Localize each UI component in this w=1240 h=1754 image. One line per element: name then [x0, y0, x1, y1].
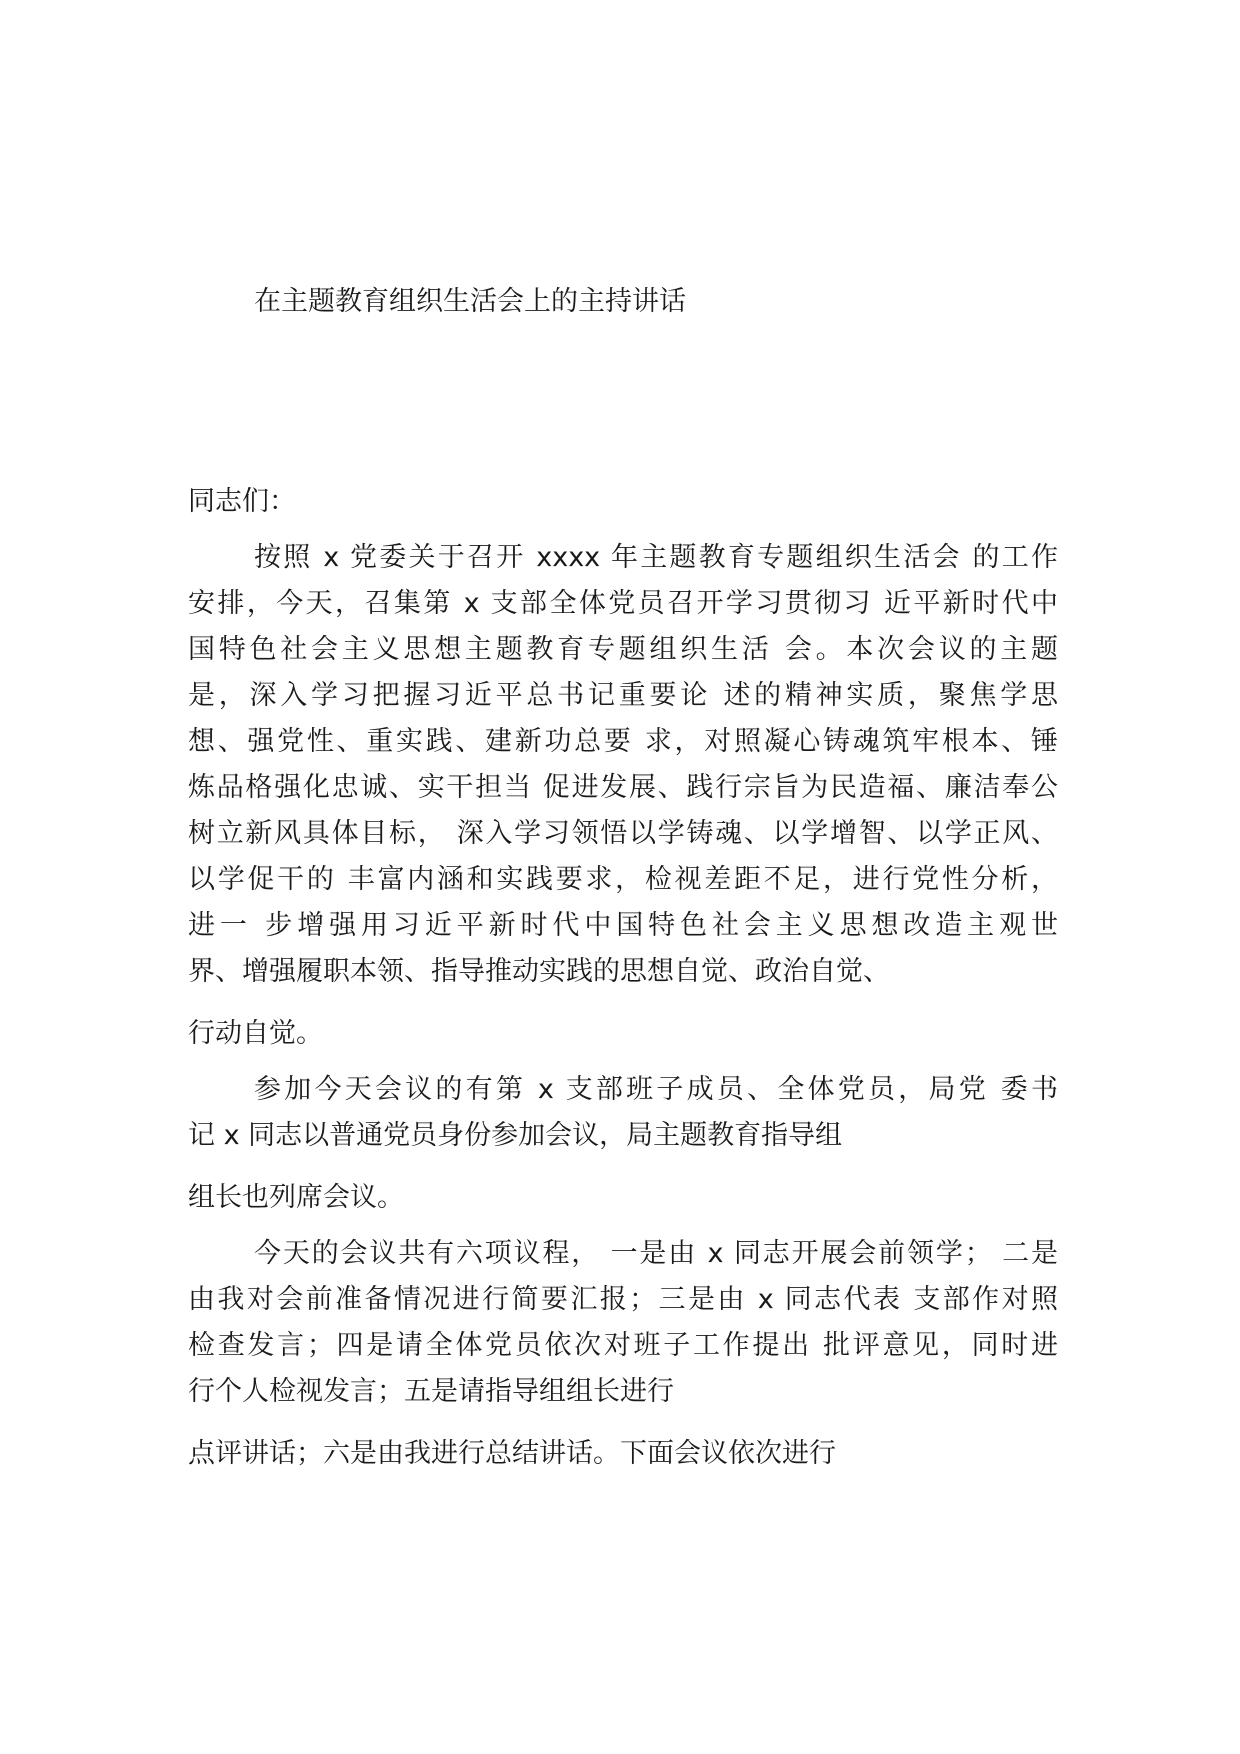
- paragraph-line: 参加今天会议的有第 x 支部班子成员、全体党员，局党 委书: [254, 1074, 1058, 1105]
- paragraph-line: 树立新风具体目标， 深入学习领悟以学铸魂、以学增智、以学正风、: [188, 818, 1058, 849]
- document-title: 在主题教育组织生活会上的主持讲话: [254, 286, 686, 317]
- paragraph-line: 以学促干的 丰富内涵和实践要求，检视差距不足，进行党性分析，: [188, 864, 1058, 895]
- paragraph-line: 行动自觉。: [188, 1018, 323, 1049]
- paragraph-line: 界、增强履职本领、指导推动实践的思想自觉、政治自觉、: [188, 956, 890, 987]
- paragraph-line: 点评讲话；六是由我进行总结讲话。下面会议依次进行: [188, 1438, 836, 1469]
- paragraph-line: 行个人检视发言；五是请指导组组长进行: [188, 1376, 674, 1407]
- paragraph-line: 进一 步增强用习近平新时代中国特色社会主义思想改造主观世: [188, 910, 1058, 941]
- paragraph-line: 想、强党性、重实践、建新功总要 求，对照凝心铸魂筑牢根本、锤: [188, 726, 1058, 757]
- paragraph-line: 检查发言；四是请全体党员依次对班子工作提出 批评意见，同时进: [188, 1330, 1058, 1361]
- paragraph-line: 国特色社会主义思想主题教育专题组织生活 会。本次会议的主题: [188, 634, 1058, 665]
- paragraph-line: 组长也列席会议。: [188, 1182, 404, 1213]
- salutation: 同志们：: [188, 486, 296, 517]
- paragraph-line: 安排，今天，召集第 x 支部全体党员召开学习贯彻习 近平新时代中: [188, 588, 1058, 619]
- paragraph-line: 今天的会议共有六项议程， 一是由 x 同志开展会前领学； 二是: [254, 1238, 1058, 1269]
- paragraph-line: 炼品格强化忠诚、实干担当 促进发展、践行宗旨为民造福、廉洁奉公: [188, 772, 1058, 803]
- paragraph-line: 由我对会前准备情况进行简要汇报；三是由 x 同志代表 支部作对照: [188, 1284, 1058, 1315]
- paragraph-line: 按照 x 党委关于召开 xxxx 年主题教育专题组织生活会 的工作: [254, 542, 1058, 573]
- paragraph-line: 记 x 同志以普通党员身份参加会议，局主题教育指导组: [188, 1120, 843, 1151]
- paragraph-line: 是，深入学习把握习近平总书记重要论 述的精神实质，聚焦学思: [188, 680, 1058, 711]
